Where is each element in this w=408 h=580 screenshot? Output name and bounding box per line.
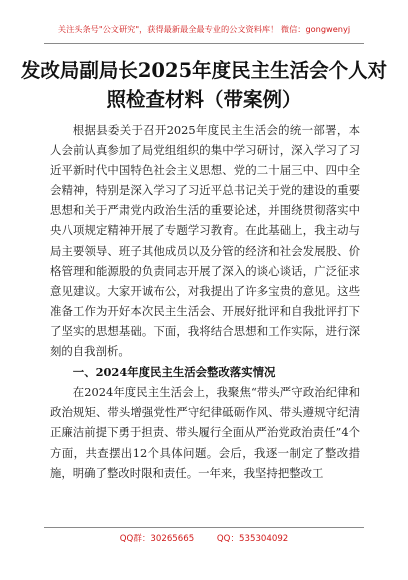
document-body xyxy=(50,120,360,483)
header-banner: 关注头条号"公文研究"，获得最新最全最专业的公文资料库！ 微信：gongwenyj xyxy=(57,24,351,34)
header-divider xyxy=(44,43,364,44)
section-heading: 一、2024年度民主生活会整改落实情况 xyxy=(72,365,276,380)
qq-contact-text: QQ：535304092 xyxy=(216,534,289,544)
footer-divider xyxy=(44,527,364,528)
section-paragraph: 在2024年度民主生活会上，我聚焦“带头严守政治纪律和政治规矩、带头增强党性严守纪律砥砺作风、带头遵规守纪清正廉洁前提下勇于担责、带头履行全面从严治党政治责任”4个方面，共查摆出12个具体问题。会后，我逐一制定了整改措施，明确了整改时限和责任。一年来，我坚持把整改工 xyxy=(50,385,360,480)
footer-contact xyxy=(0,532,408,544)
intro-paragraph: 根据县委关于召开2025年度民主生活会的统一部署，本人会前认真参加了局党组组织的集中学习研讨，深入学习了习近平新时代中国特色社会主义思想、党的二十届三中、四中全会精神，特别是深入学习了习近平总书记关于党的建设的重要思想和关于严肃党内政治生活的重要论述，并围绕贯彻落实中央八项规定精神开展了专题学习教育。在此基础上，我主动与局主要领导、班子其他成员以及分管的经济和社会发展股、价格管理和能源股的负责同志开展了深入的谈心谈话，广泛征求意见建议。大家开诚布公，对我提出了许多宝贵的意见。这些准备工作为开好本次民主生活会、开展好批评和自我批评打下了坚实的思想基础。下面，我将结合思想和工作实际，进行深刻的自我剖析。 xyxy=(50,123,360,359)
qq-group-text: QQ群：30265665 xyxy=(119,534,195,544)
document-title: 发改局副局长2025年度民主生活会个人对照检查材料（带案例） xyxy=(20,59,388,111)
